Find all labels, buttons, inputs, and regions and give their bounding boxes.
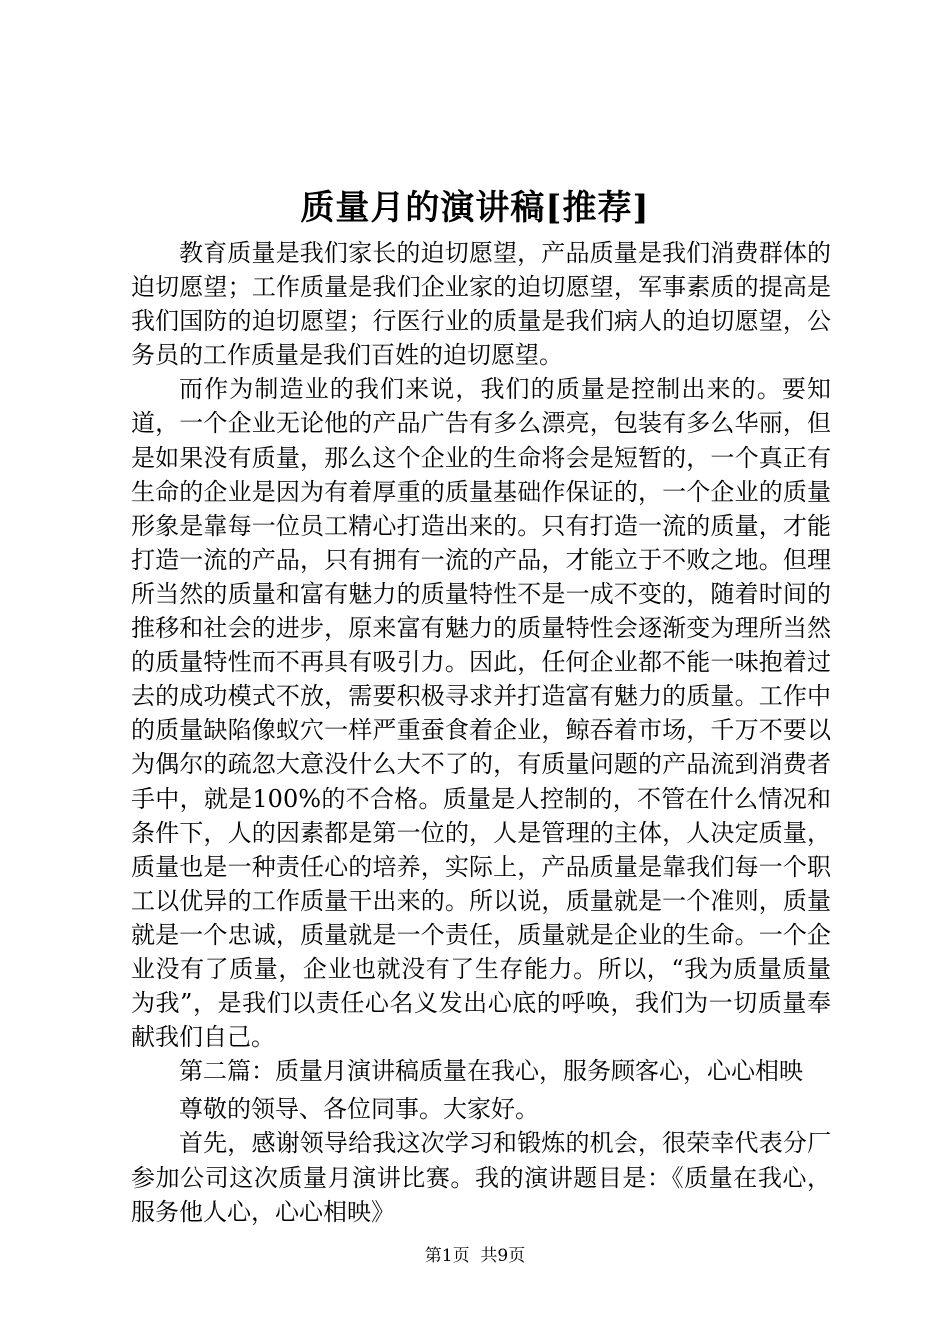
paragraph-4-greeting: 尊敬的领导、各位同事。大家好。 <box>179 1095 539 1124</box>
paragraph-3-section-heading: 第二篇：质量月演讲稿质量在我心，服务顾客心，心心相映 <box>179 1057 803 1086</box>
paragraph-1: 教育质量是我们家长的迫切愿望，产品质量是我们消费群体的迫切愿望；工作质量是我们企业家的迫切愿望，军事素质的提高是我们国防的迫切愿望；行医行业的质量是我们病人的迫切愿望，公务员的工作质量是我们百姓的迫切愿望。 <box>131 239 831 370</box>
paragraph-2: 而作为制造业的我们来说，我们的质量是控制出来的。要知道，一个企业无论他的产品广告有多么漂亮，包装有多么华丽，但是如果没有质量，那么这个企业的生命将会是短暂的，一个真正有生命的企业是因为有着厚重的质量基础作保证的，一个企业的质量形象是靠每一位员工精心打造出来的。只有打造一流的质量，才能打造一流的产品，只有拥有一流的产品，才能立于不败之地。但理所当然的质量和富有魅力的质量特性不是一成不变的，随着时间的推移和社会的进步，原来富有魅力的质量特性会逐渐变为理所当然的质量特性而不再具有吸引力。因此，任何企业都不能一味抱着过去的成功模式不放，需要积极寻求并打造富有魅力的质量。工作中的质量缺陷像蚁穴一样严重蚕食着企业，鲸吞着市场，千万不要以为偶尔的疏忽大意没什么大不了的，有质量问题的产品流到消费者手中，就是100%的不合格。质量是人控制的，不管在什么情况和条件下，人的因素都是第一位的，人是管理的主体，人决定质量，质量也是一种责任心的培养，实际上，产品质量是靠我们每一个职工以优异的工作质量干出来的。所以说，质量就是一个准则，质量就是一个忠诚，质量就是一个责任，质量就是企业的生命。一个企业没有了质量，企业也就没有了生存能力。所以，“我为质量质量为我”，是我们以责任心名义发出心底的呼唤，我们为一切质量奉献我们自己。 <box>131 375 831 1052</box>
document-title: 质量月的演讲稿[推荐] <box>300 188 650 228</box>
document-body <box>131 236 831 1229</box>
page-number-label: 第1页 共9页 <box>424 1246 526 1266</box>
page-footer <box>0 1244 950 1268</box>
paragraph-5: 首先，感谢领导给我这次学习和锻炼的机会，很荣幸代表分厂参加公司这次质量月演讲比赛。我的演讲题目是：《质量在我心，服务他人心，心心相映》 <box>131 1129 831 1226</box>
